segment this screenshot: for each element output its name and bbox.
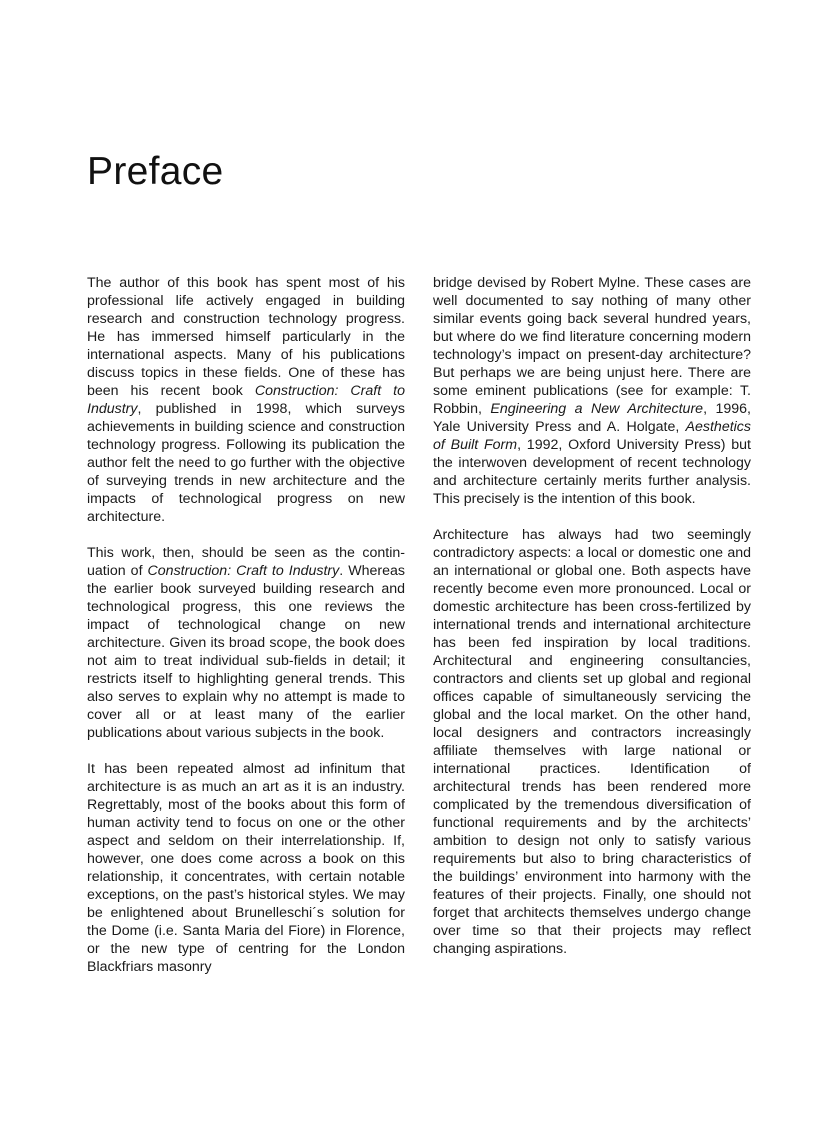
- paragraph: It has been repeated almost ad infinitum that architecture is as much an art as it is an industry. Regrettably, most of the books about this form of human activity tend to focus on one or the other aspect and seldom on their interrelationship. If, however, one does come across a book on this relationship, it concentrates, with certain notable exceptions, on the past’s historical styles. We may be enlightened about Brunelleschi´s solution for the Dome (i.e. Santa Maria del Fiore) in Florence, or the new type of centring for the London Blackfriars masonry: [87, 761, 405, 975]
- book-title: Construction: Craft to Industry: [147, 563, 340, 579]
- book-title: Construction: Craft to Industry: [87, 383, 405, 417]
- paragraph-text: This work, then, should be seen as the continuation of: [87, 545, 405, 579]
- paragraph: [87, 544, 405, 742]
- paragraph-text: bridge devised by Robert Mylne. These cases are well documented to say nothing of many other similar events going back several hundred years, but where do we find literature concerning modern technology’s impact on present-day architecture? But perhaps we are being unjust here. There are some eminent publications (see for example: T. Robbin,: [433, 275, 751, 417]
- paragraph-text: . Whereas the earlier book surveyed building research and technological progress, this one reviews the impact of technological change on new architecture. Given its broad scope, the book does not aim to treat individual sub-fields in detail; it restricts itself to highlighting general trends. This also serves to explain why no attempt is made to cover all or at least many of the earlier publications about various subjects in the book.: [87, 563, 406, 741]
- paragraph-text: The author of this book has spent most of his professional life actively engaged in building research and construction technology progress. He has immersed himself particularly in the international aspects. Many of his publications discuss topics in these fields. One of these has been his recent book: [87, 275, 405, 399]
- book-title: Engineering a New Architecture: [490, 401, 704, 417]
- paragraph-text: , 1996, Yale University Press and A. Holgate,: [433, 401, 752, 435]
- book-title: Aesthetics of Built Form: [433, 419, 751, 453]
- paragraph: [87, 274, 405, 526]
- right-text-column: [433, 274, 751, 976]
- paragraph: Architecture has always had two seemingly contradictory aspects: a local or domestic one and an international or global one. Both aspects have recently become even more pronounced. Local or domestic architecture has been cross-fertilized by international trends and international architecture has been fed inspiration by local traditions. Architectural and engineering consultancies, contractors and clients set up global and regional offices capable of simultaneously servicing the global and the local market. On the other hand, local designers and contractors increasingly affiliate themselves with large national or international practices. Identification of architectural trends has been rendered more complicated by the tremendous diversification of functional requirements and by the architects’ ambition to design not only to satisfy various requirements but also to bring characteristics of the buildings’ environment into harmony with the features of their projects. Finally, one should not forget that architects themselves undergo change over time so that their projects may reflect changing aspirations.: [433, 527, 751, 957]
- paragraph-text: , published in 1998, which surveys achievements in building science and construction technology progress. Following its publication the author felt the need to go further with the objective of surveying trends in new architecture and the impacts of technological progress on new architecture.: [87, 401, 405, 525]
- page-title: Preface: [87, 150, 224, 193]
- left-text-column: [87, 274, 405, 994]
- paragraph-text: , 1992, Oxford University Press) but the interwoven development of recent technology and architecture certainly merits further analysis. This precisely is the intention of this book.: [433, 437, 751, 507]
- paragraph: [433, 274, 751, 508]
